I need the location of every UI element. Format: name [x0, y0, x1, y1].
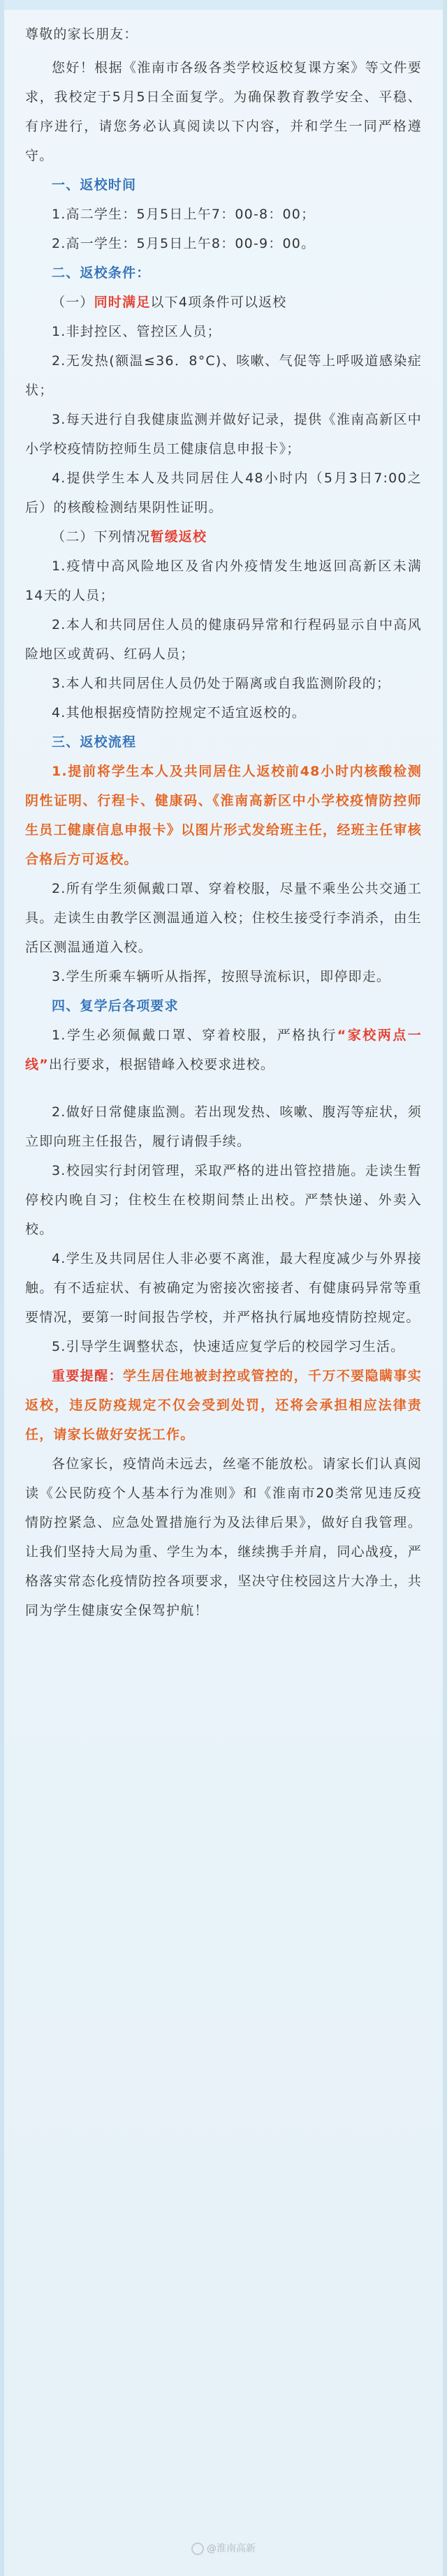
footer-watermark: [4, 2541, 443, 2555]
sub2-emphasis: 暂缓返校: [150, 529, 207, 545]
sub1-emphasis: 同时满足: [94, 295, 151, 310]
watermark-text: @淮南高新: [207, 2543, 256, 2554]
deferral-item-1: 1.疫情中高风险地区及省内外疫情发生地返回高新区未满14天的人员；: [25, 558, 422, 603]
deferral-item-2: 2.本人和共同居住人员的健康码异常和行程码显示自中高风险地区或黄码、红码人员；: [25, 617, 422, 662]
closing-paragraph: 各位家长，疫情尚未远去，丝毫不能放松。请家长们认真阅读《公民防疫个人基本行为准则》和《淮南市20类常见违反疫情防控紧急、应急处置措施行为及法律后果》，做好自我管理。让我们坚持大局为重、学生为本，继续携手并肩，同心战疫，严格落实常态化疫情防控各项要求，坚决守住校园这片大净土，共同为学生健康安全保驾护航！: [25, 1456, 422, 1618]
req1-emphasis: “家校两点一线”: [25, 1028, 422, 1072]
condition-item-4: 4.提供学生本人及共同居住人48小时内（5月3日7:00之后）的核酸检测结果阴性证明。: [25, 471, 422, 515]
requirement-item-3: 3.校园实行封闭管理，采取严格的进出管控措施。走读生暂停校内晚自习；住校生在校期间禁止出校。严禁快递、外卖入校。: [25, 1163, 422, 1237]
important-reminder: [25, 1361, 422, 1449]
condition-item-3: 3.每天进行自我健康监测并做好记录，提供《淮南高新区中小学校疫情防控师生员工健康信息申报卡》；: [25, 412, 422, 457]
deferral-item-4: 4.其他根据疫情防控规定不适宜返校的。: [52, 705, 306, 720]
conditions-sub2-heading: [25, 522, 422, 552]
top-band: [4, 0, 443, 10]
condition-item-2: 2.无发热(额温≤36．8°C)、咳嗽、气促等上呼吸道感染症状；: [25, 353, 422, 398]
sub2-prefix: （二）下列情况: [52, 529, 151, 545]
requirement-item-4: 4.学生及共同居住人非必要不离淮，最大程度减少与外界接触。有不适症状、有被确定为密接次密接者、有健康码异常等重要情况，要第一时间报告学校，并严格执行属地疫情防控规定。: [25, 1251, 422, 1325]
section-conditions-title: 二、返校条件：: [52, 265, 151, 281]
req1-prefix: 1.学生必须佩戴口罩、穿着校服，严格执行: [52, 1028, 337, 1043]
process-item-3: 3.学生所乘车辆听从指挥，按照导流标识，即停即走。: [52, 969, 391, 984]
weibo-icon: [191, 2542, 204, 2555]
requirement-item-2: 2.做好日常健康监测。若出现发热、咳嗽、腹泻等症状，须立即向班主任报告，履行请假手续。: [25, 1104, 422, 1149]
requirement-item-1: [25, 1021, 422, 1079]
sub1-suffix: 以下4项条件可以返校: [150, 295, 287, 310]
reminder-text: 学生居住地被封控或管控的，千万不要隐瞒事实返校，违反防疫规定不仅会受到处罚，还将会承担相应法律责任，请家长做好安抚工作。: [25, 1368, 422, 1442]
time-item-grade1: 2.高一学生：5月5日上午8：00-9：00。: [52, 236, 316, 251]
greeting: 尊敬的家长朋友：: [25, 27, 138, 42]
section-process-title: 三、返校流程: [52, 734, 137, 750]
process-item-2: 2.所有学生须佩戴口罩、穿着校服，尽量不乘坐公共交通工具。走读生由教学区测温通道入校；住校生接受行李消杀，由生活区测温通道入校。: [25, 881, 422, 955]
reminder-label: 重要提醒：: [52, 1368, 123, 1384]
req1-suffix: 出行要求，根据错峰入校要求进校。: [48, 1057, 275, 1072]
time-item-grade2: 1.高二学生：5月5日上午7：00-8：00；: [52, 207, 316, 222]
section-time-title: 一、返校时间: [52, 177, 137, 193]
condition-item-1: 1.非封控区、管控区人员；: [52, 324, 221, 339]
process-item-1: 1.提前将学生本人及共同居住人返校前48小时内核酸检测阴性证明、行程卡、健康码、《淮南高新区中小学校疫情防控师生员工健康信息申报卡》以图片形式发给班主任，经班主任审核合格后方可返校。: [25, 764, 422, 867]
deferral-item-3: 3.本人和共同居住人员仍处于隔离或自我监测阶段的；: [52, 676, 391, 691]
section-requirements-title: 四、复学后各项要求: [52, 998, 179, 1014]
requirement-item-5: 5.引导学生调整状态，快速适应复学后的校园学习生活。: [52, 1339, 405, 1354]
intro-paragraph: 您好！根据《淮南市各级各类学校返校复课方案》等文件要求，我校定于5月5日全面复学。为确保教育教学安全、平稳、有序进行，请您务必认真阅读以下内容，并和学生一同严格遵守。: [25, 60, 422, 163]
sub1-prefix: （一）: [52, 295, 94, 310]
conditions-sub1-heading: [25, 288, 422, 317]
